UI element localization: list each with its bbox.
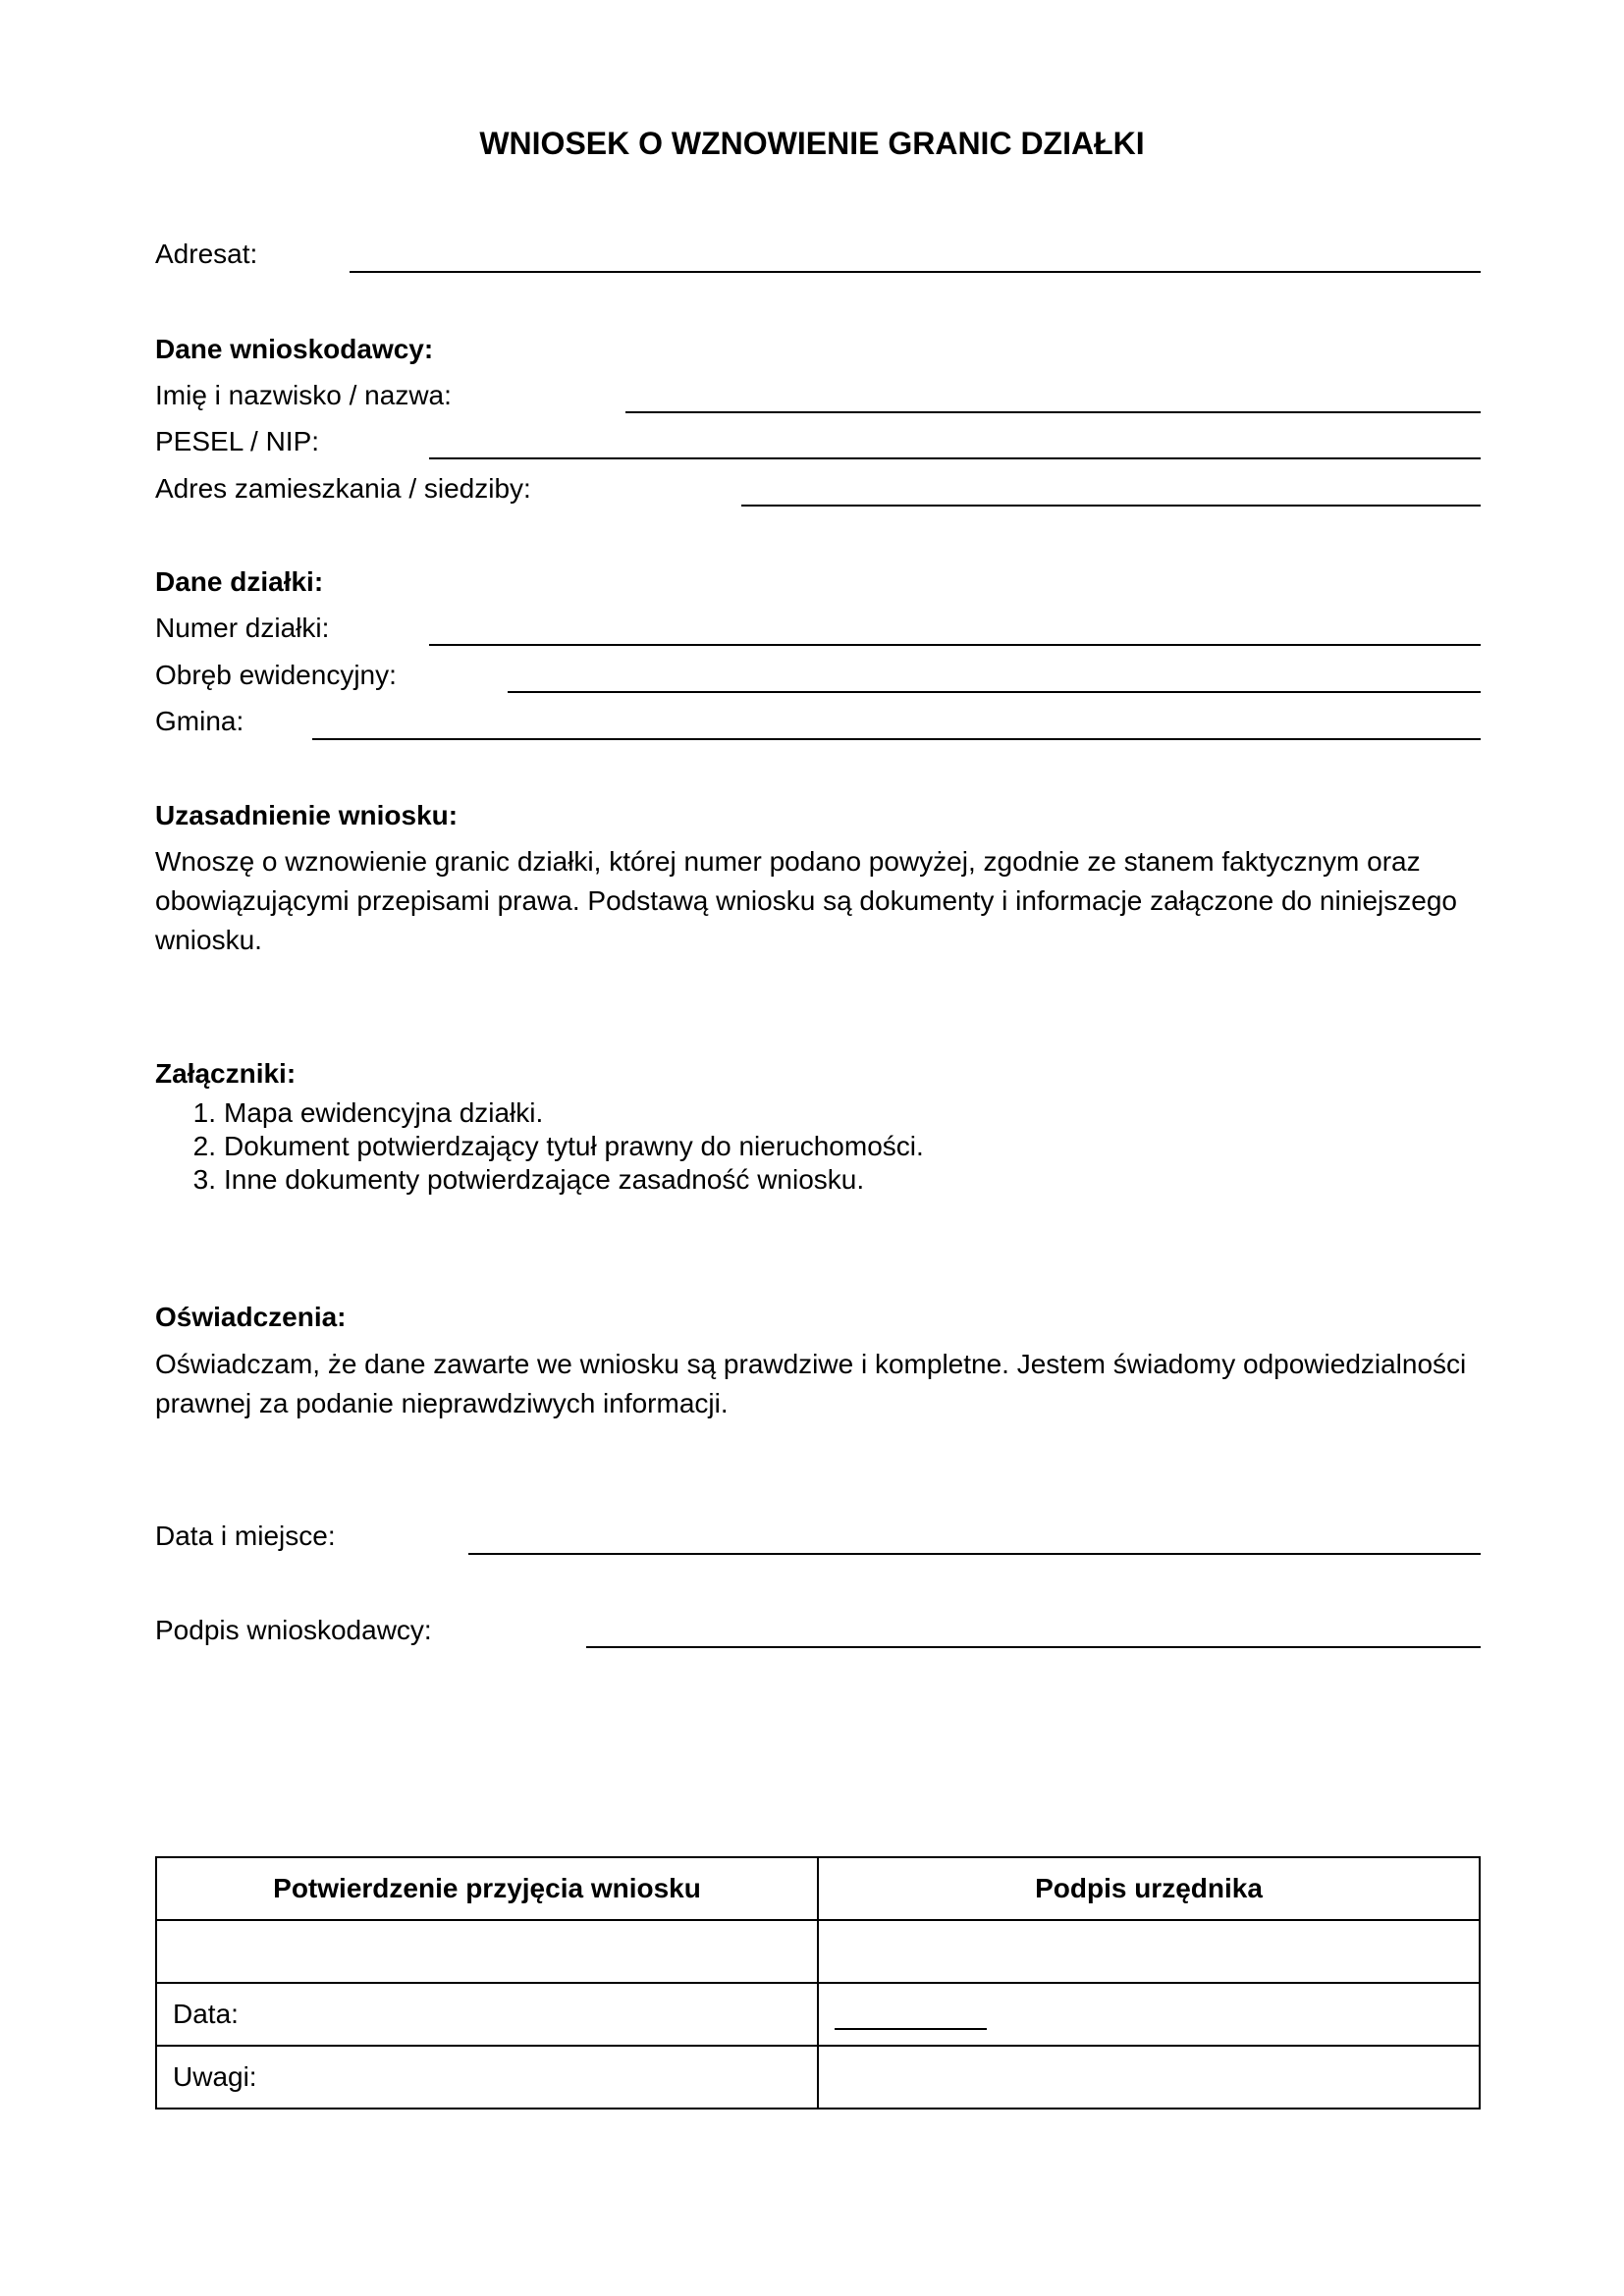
plot-number-field-line[interactable]	[429, 644, 1481, 646]
list-item	[155, 1096, 924, 1130]
plot-commune-field-line[interactable]	[312, 738, 1481, 740]
applicant-pesel-field-line[interactable]	[429, 457, 1481, 459]
list-item-text: Inne dokumenty potwierdzające zasadność wniosku.	[224, 1164, 865, 1195]
applicant-address-label: Adres zamieszkania / siedziby:	[155, 473, 531, 504]
justification-heading: Uzasadnienie wniosku:	[155, 800, 459, 830]
clerk-remarks-cell[interactable]	[818, 2046, 1480, 2109]
attachments-list	[155, 1096, 924, 1197]
list-item-number: 1.	[192, 1097, 216, 1128]
justification-text: Wnoszę o wznowienie granic działki, której numer podano powyżej, zgodnie ze stanem faktycznym oraz obowiązującymi przepisami prawa. Podstawą wniosku są dokumenty i informacje załączone do niniejszego wniosku.	[155, 846, 1457, 955]
attachments-heading: Załączniki:	[155, 1058, 297, 1089]
table-row	[156, 1857, 1480, 1920]
table-row	[156, 1920, 1480, 1983]
list-item-number: 3.	[192, 1164, 216, 1195]
clerk-signature-column-header: Podpis urzędnika	[818, 1857, 1480, 1920]
plot-precinct-label: Obręb ewidencyjny:	[155, 660, 397, 690]
ack-date-label: Data:	[173, 1999, 239, 2029]
ack-date-cell[interactable]	[156, 1983, 818, 2046]
addressee-label: Adresat:	[155, 239, 258, 269]
ack-column-header: Potwierdzenie przyjęcia wniosku	[156, 1857, 818, 1920]
addressee-field-line[interactable]	[350, 271, 1481, 273]
declarations-text: Oświadczam, że dane zawarte we wniosku są prawdziwe i kompletne. Jestem świadomy odpowiedzialności prawnej za podanie nieprawdziwych informacji.	[155, 1349, 1467, 1418]
date-place-label: Data i miejsce:	[155, 1521, 336, 1551]
signature-label: Podpis wnioskodawcy:	[155, 1615, 432, 1645]
signature-blank-line[interactable]	[835, 2002, 987, 2030]
table-row	[156, 1983, 1480, 2046]
plot-commune-label: Gmina:	[155, 706, 244, 736]
list-item-text: Mapa ewidencyjna działki.	[224, 1097, 544, 1128]
plot-number-label: Numer działki:	[155, 613, 330, 643]
list-item	[155, 1130, 924, 1163]
document-title: WNIOSEK O WZNOWIENIE GRANIC DZIAŁKI	[479, 126, 1145, 161]
applicant-address-field-line[interactable]	[741, 505, 1481, 507]
table-row	[156, 2046, 1480, 2109]
ack-blank-cell[interactable]	[156, 1920, 818, 1983]
applicant-name-field-line[interactable]	[625, 411, 1481, 413]
declarations-heading: Oświadczenia:	[155, 1302, 347, 1332]
applicant-pesel-label: PESEL / NIP:	[155, 426, 320, 456]
applicant-name-label: Imię i nazwisko / nazwa:	[155, 380, 452, 410]
clerk-signature-date-cell[interactable]	[818, 1983, 1480, 2046]
clerk-signature-cell[interactable]	[818, 1920, 1480, 1983]
date-place-field-line[interactable]	[468, 1553, 1481, 1555]
applicant-heading: Dane wnioskodawcy:	[155, 334, 434, 364]
list-item-text: Dokument potwierdzający tytuł prawny do nieruchomości.	[224, 1131, 924, 1161]
list-item-number: 2.	[192, 1131, 216, 1161]
plot-precinct-field-line[interactable]	[508, 691, 1481, 693]
acknowledgement-table	[155, 1856, 1481, 2109]
ack-remarks-cell[interactable]	[156, 2046, 818, 2109]
list-item	[155, 1163, 924, 1197]
plot-heading: Dane działki:	[155, 566, 324, 597]
ack-remarks-label: Uwagi:	[173, 2061, 257, 2092]
signature-field-line[interactable]	[586, 1646, 1481, 1648]
